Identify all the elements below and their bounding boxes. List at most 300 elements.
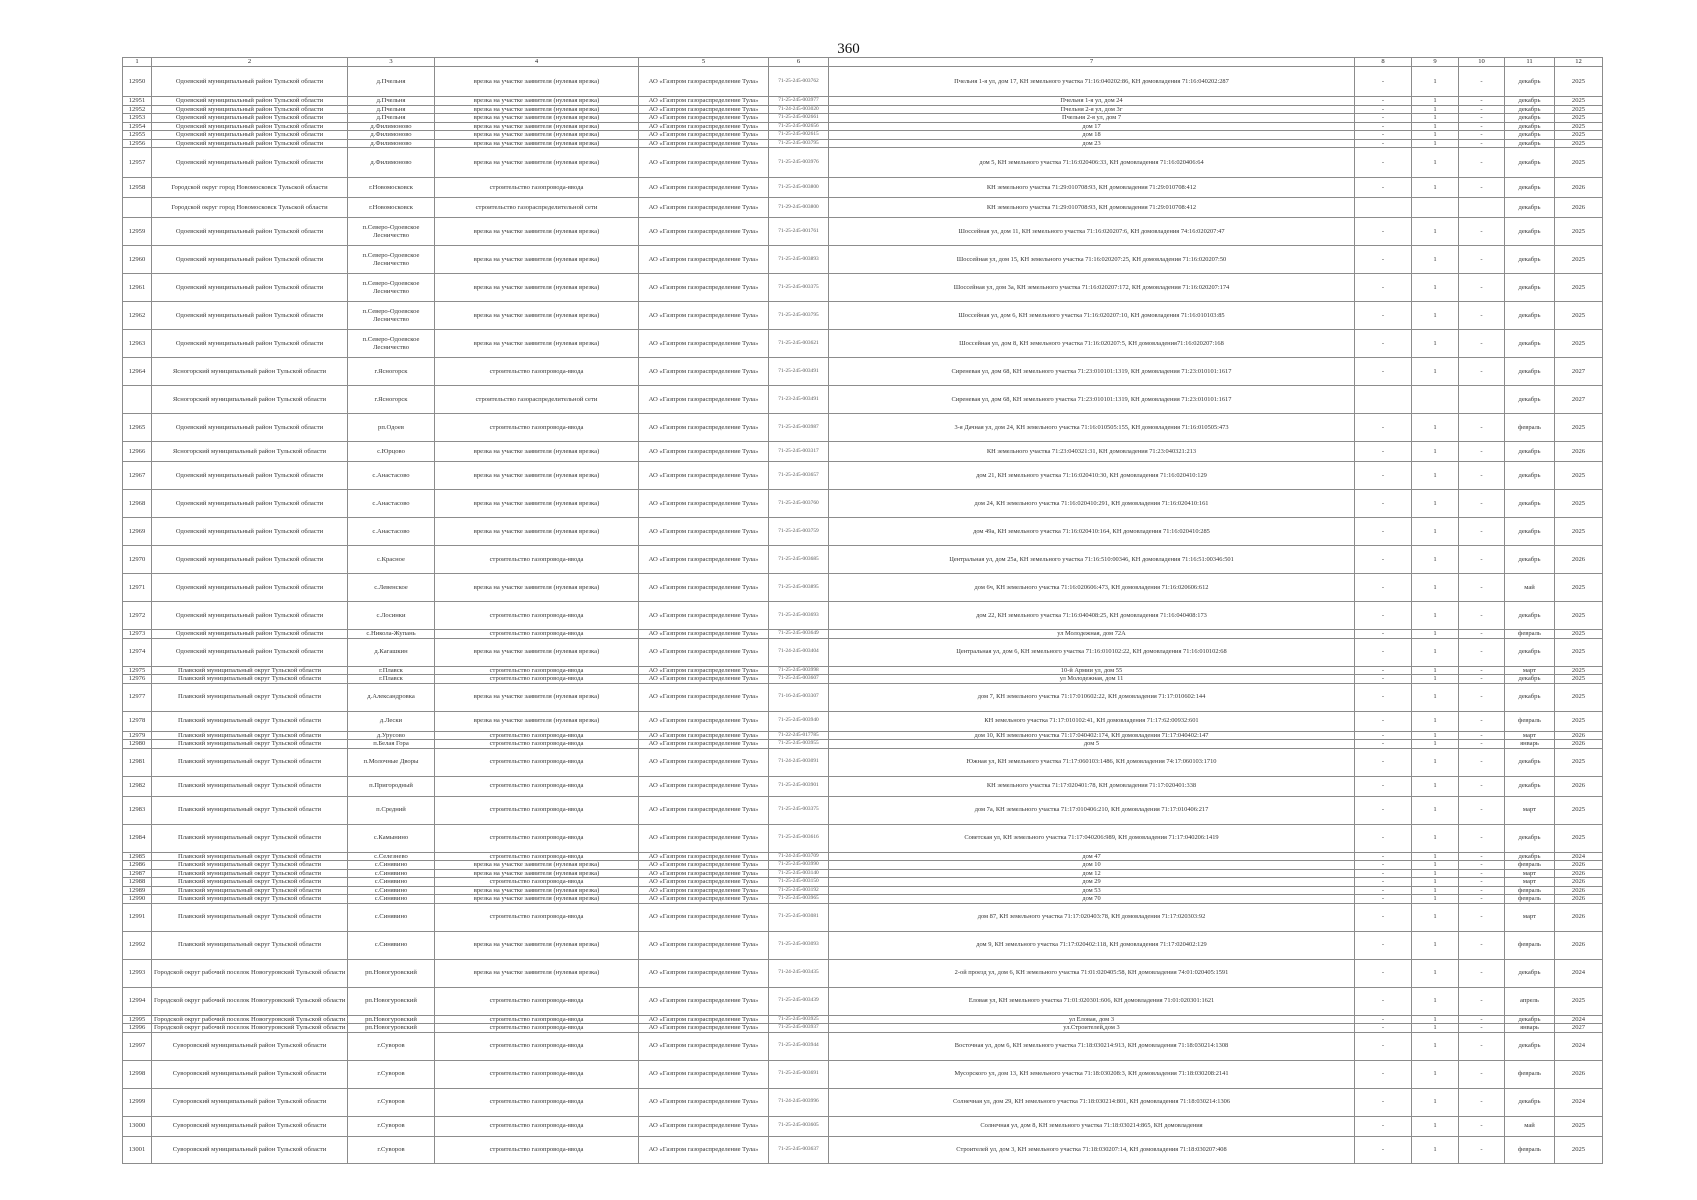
cell-col8: - — [1355, 824, 1412, 852]
row-number: 12952 — [123, 105, 152, 114]
row-number: 12965 — [123, 414, 152, 442]
address: дом 47 — [829, 852, 1355, 861]
row-number: 13000 — [123, 1116, 152, 1136]
table-row — [123, 386, 1603, 414]
year: 2025 — [1555, 602, 1603, 630]
row-number: 12955 — [123, 131, 152, 140]
address: дом 87, КН земельного участка 71:17:020403:78, КН домовладения 71:17:020303:92 — [829, 903, 1355, 931]
row-number: 12988 — [123, 878, 152, 887]
work-type: врезка на участке заявителя (нулевая врезка) — [435, 67, 639, 97]
column-header: 2 — [152, 58, 348, 67]
cell-col8: - — [1355, 330, 1412, 358]
municipality: Городской округ рабочий поселок Новогуровский Тульской области — [152, 1015, 348, 1024]
request-number: 71-25-245-003649 — [769, 630, 829, 639]
month: декабрь — [1505, 776, 1555, 796]
month: февраль — [1505, 886, 1555, 895]
table-row — [123, 574, 1603, 602]
year: 2025 — [1555, 666, 1603, 675]
table-row — [123, 602, 1603, 630]
year: 2025 — [1555, 574, 1603, 602]
month: март — [1505, 903, 1555, 931]
cell-col10: - — [1459, 796, 1505, 824]
settlement: п.Северо-Одоевское Лесничество — [348, 274, 435, 302]
municipality: Одоевский муниципальный район Тульской области — [152, 139, 348, 148]
settlement: д.Пчельня — [348, 67, 435, 97]
row-number: 12968 — [123, 490, 152, 518]
year: 2025 — [1555, 1116, 1603, 1136]
year: 2025 — [1555, 105, 1603, 114]
work-type: врезка на участке заявителя (нулевая врезка) — [435, 122, 639, 131]
municipality: Плавский муниципальный округ Тульской области — [152, 824, 348, 852]
request-number: 71-25-245-003192 — [769, 886, 829, 895]
table-row — [123, 1032, 1603, 1060]
work-type: врезка на участке заявителя (нулевая врезка) — [435, 218, 639, 246]
row-number: 12973 — [123, 630, 152, 639]
cell-col9: 1 — [1412, 630, 1459, 639]
month: февраль — [1505, 711, 1555, 731]
municipality: Одоевский муниципальный район Тульской области — [152, 67, 348, 97]
organization: АО «Газпром газораспределение Тула» — [639, 602, 769, 630]
row-number: 12987 — [123, 869, 152, 878]
settlement: г.Плавск — [348, 666, 435, 675]
cell-col9: 1 — [1412, 148, 1459, 178]
municipality: Суворовский муниципальный район Тульской области — [152, 1060, 348, 1088]
cell-col9: 1 — [1412, 131, 1459, 140]
settlement: с.Селезнево — [348, 852, 435, 861]
address: дом 12 — [829, 869, 1355, 878]
month: декабрь — [1505, 358, 1555, 386]
municipality: Городской округ рабочий поселок Новогуровский Тульской области — [152, 987, 348, 1015]
table-row — [123, 302, 1603, 330]
table-row — [123, 683, 1603, 711]
table-row — [123, 731, 1603, 740]
organization: АО «Газпром газораспределение Тула» — [639, 796, 769, 824]
municipality: Одоевский муниципальный район Тульской области — [152, 574, 348, 602]
work-type: врезка на участке заявителя (нулевая врезка) — [435, 861, 639, 870]
work-type: врезка на участке заявителя (нулевая врезка) — [435, 886, 639, 895]
organization: АО «Газпром газораспределение Тула» — [639, 1032, 769, 1060]
month: февраль — [1505, 414, 1555, 442]
year: 2025 — [1555, 302, 1603, 330]
address: Пчельня 2-я ул, дом 3г — [829, 105, 1355, 114]
cell-col9: 1 — [1412, 139, 1459, 148]
month: декабрь — [1505, 386, 1555, 414]
year: 2026 — [1555, 886, 1603, 895]
cell-col8: - — [1355, 878, 1412, 887]
cell-col10: - — [1459, 740, 1505, 749]
year: 2026 — [1555, 546, 1603, 574]
year: 2025 — [1555, 414, 1603, 442]
row-number: 12957 — [123, 148, 152, 178]
table-row — [123, 861, 1603, 870]
work-type: врезка на участке заявителя (нулевая врезка) — [435, 97, 639, 106]
settlement: с.Синявино — [348, 931, 435, 959]
work-type: врезка на участке заявителя (нулевая врезка) — [435, 711, 639, 731]
settlement: г.Ясногорск — [348, 358, 435, 386]
year: 2025 — [1555, 462, 1603, 490]
organization: АО «Газпром газораспределение Тула» — [639, 731, 769, 740]
organization: АО «Газпром газораспределение Тула» — [639, 148, 769, 178]
month: февраль — [1505, 895, 1555, 904]
column-header: 6 — [769, 58, 829, 67]
row-number — [123, 386, 152, 414]
cell-col10 — [1459, 198, 1505, 218]
settlement: рп.Одоев — [348, 414, 435, 442]
cell-col8: - — [1355, 1015, 1412, 1024]
month: декабрь — [1505, 218, 1555, 246]
cell-col10: - — [1459, 1136, 1505, 1163]
address: дом 18 — [829, 131, 1355, 140]
cell-col10: - — [1459, 878, 1505, 887]
table-row — [123, 442, 1603, 462]
column-header: 4 — [435, 58, 639, 67]
address: дом 29 — [829, 878, 1355, 887]
cell-col10: - — [1459, 302, 1505, 330]
address: КН земельного участка 71:17:010102:41, КН домовладения 71:17:62:00932:601 — [829, 711, 1355, 731]
request-number: 71-25-245-003657 — [769, 462, 829, 490]
address: Южная ул, КН земельного участка 71:17:060103:1486, КН домовладения 74:17:060103:1710 — [829, 748, 1355, 776]
settlement: п.Пригородный — [348, 776, 435, 796]
row-number — [123, 198, 152, 218]
organization: АО «Газпром газораспределение Тула» — [639, 861, 769, 870]
work-type: строительство газопровода-ввода — [435, 630, 639, 639]
table-row — [123, 1015, 1603, 1024]
work-type: строительство газопровода-ввода — [435, 666, 639, 675]
organization: АО «Газпром газораспределение Тула» — [639, 386, 769, 414]
month: март — [1505, 869, 1555, 878]
month: декабрь — [1505, 67, 1555, 97]
table-row — [123, 796, 1603, 824]
work-type: врезка на участке заявителя (нулевая врезка) — [435, 442, 639, 462]
settlement: д.Филимоново — [348, 139, 435, 148]
settlement: г.Суворов — [348, 1032, 435, 1060]
cell-col8: - — [1355, 131, 1412, 140]
row-number: 12956 — [123, 139, 152, 148]
table-row — [123, 1116, 1603, 1136]
organization: АО «Газпром газораспределение Тула» — [639, 131, 769, 140]
work-type: строительство газопровода-ввода — [435, 1116, 639, 1136]
request-number: 71-25-245-003491 — [769, 358, 829, 386]
cell-col10: - — [1459, 518, 1505, 546]
organization: АО «Газпром газораспределение Тула» — [639, 218, 769, 246]
organization: АО «Газпром газораспределение Тула» — [639, 638, 769, 666]
cell-col9: 1 — [1412, 358, 1459, 386]
request-number: 71-25-245-003901 — [769, 776, 829, 796]
row-number: 12991 — [123, 903, 152, 931]
month: декабрь — [1505, 105, 1555, 114]
row-number: 12980 — [123, 740, 152, 749]
table-row — [123, 274, 1603, 302]
year: 2025 — [1555, 490, 1603, 518]
request-number: 71-25-245-003998 — [769, 666, 829, 675]
table-row — [123, 414, 1603, 442]
municipality: Одоевский муниципальный район Тульской области — [152, 490, 348, 518]
row-number: 12959 — [123, 218, 152, 246]
request-number: 71-24-245-003020 — [769, 105, 829, 114]
column-number-row — [123, 58, 1603, 67]
organization: АО «Газпром газораспределение Тула» — [639, 490, 769, 518]
address: КН земельного участка 71:29:010708:93, КН домовладения 71:29:010708:412 — [829, 198, 1355, 218]
address: дом 49а, КН земельного участка 71:16:020410:164, КН домовладения 71:16:020410:285 — [829, 518, 1355, 546]
row-number: 12950 — [123, 67, 152, 97]
address: ул.Строителей,дом 3 — [829, 1024, 1355, 1033]
work-type: строительство газопровода-ввода — [435, 1015, 639, 1024]
address: Советская ул, КН земельного участка 71:17:040206:989, КН домовладения 71:17:040206:1419 — [829, 824, 1355, 852]
cell-col9: 1 — [1412, 67, 1459, 97]
organization: АО «Газпром газораспределение Тула» — [639, 895, 769, 904]
month: декабрь — [1505, 959, 1555, 987]
month: декабрь — [1505, 131, 1555, 140]
cell-col9: 1 — [1412, 302, 1459, 330]
address: дом 24, КН земельного участка 71:16:020410:291, КН домовладения 71:16:020410:161 — [829, 490, 1355, 518]
registry-table — [122, 57, 1603, 1164]
cell-col10: - — [1459, 683, 1505, 711]
cell-col9: 1 — [1412, 178, 1459, 198]
month: декабрь — [1505, 302, 1555, 330]
cell-col8: - — [1355, 630, 1412, 639]
organization: АО «Газпром газораспределение Тула» — [639, 931, 769, 959]
municipality: Плавский муниципальный округ Тульской области — [152, 931, 348, 959]
row-number: 13001 — [123, 1136, 152, 1163]
cell-col9: 1 — [1412, 824, 1459, 852]
work-type: строительство газопровода-ввода — [435, 740, 639, 749]
table-row — [123, 330, 1603, 358]
settlement: г.Суворов — [348, 1060, 435, 1088]
cell-col8: - — [1355, 740, 1412, 749]
cell-col10 — [1459, 386, 1505, 414]
work-type: строительство газопровода-ввода — [435, 903, 639, 931]
work-type: строительство газопровода-ввода — [435, 824, 639, 852]
table-row — [123, 903, 1603, 931]
cell-col10: - — [1459, 97, 1505, 106]
cell-col8: - — [1355, 546, 1412, 574]
cell-col8: - — [1355, 218, 1412, 246]
work-type: врезка на участке заявителя (нулевая врезка) — [435, 114, 639, 123]
municipality: Одоевский муниципальный район Тульской области — [152, 105, 348, 114]
address: дом 10 — [829, 861, 1355, 870]
month: февраль — [1505, 1136, 1555, 1163]
municipality: Одоевский муниципальный район Тульской области — [152, 462, 348, 490]
municipality: Плавский муниципальный округ Тульской области — [152, 878, 348, 887]
settlement: рп.Новогуровский — [348, 1015, 435, 1024]
organization: АО «Газпром газораспределение Тула» — [639, 1015, 769, 1024]
settlement: рп.Новогуровский — [348, 959, 435, 987]
address: Шоссейная ул, дом 15, КН земельного участка 71:16:020207:25, КН домовладения 71:16:020207:50 — [829, 246, 1355, 274]
settlement: с.Анастасово — [348, 462, 435, 490]
work-type: врезка на участке заявителя (нулевая врезка) — [435, 959, 639, 987]
municipality: Суворовский муниципальный район Тульской области — [152, 1032, 348, 1060]
month: февраль — [1505, 861, 1555, 870]
year: 2026 — [1555, 895, 1603, 904]
cell-col8: - — [1355, 414, 1412, 442]
request-number: 71-25-245-003977 — [769, 97, 829, 106]
table-row — [123, 178, 1603, 198]
year: 2025 — [1555, 748, 1603, 776]
settlement: с.Синявино — [348, 895, 435, 904]
year: 2025 — [1555, 683, 1603, 711]
year: 2027 — [1555, 358, 1603, 386]
column-header: 8 — [1355, 58, 1412, 67]
organization: АО «Газпром газораспределение Тула» — [639, 683, 769, 711]
work-type: строительство газопровода-ввода — [435, 1088, 639, 1116]
cell-col9: 1 — [1412, 546, 1459, 574]
cell-col8: - — [1355, 122, 1412, 131]
table-row — [123, 490, 1603, 518]
table-row — [123, 824, 1603, 852]
address: дом 17 — [829, 122, 1355, 131]
year: 2026 — [1555, 198, 1603, 218]
settlement: г.Новомосковск — [348, 178, 435, 198]
row-number: 12963 — [123, 330, 152, 358]
settlement: с.Синявино — [348, 869, 435, 878]
settlement: п.Северо-Одоевское Лесничество — [348, 330, 435, 358]
row-number: 12995 — [123, 1015, 152, 1024]
column-header: 12 — [1555, 58, 1603, 67]
row-number: 12982 — [123, 776, 152, 796]
cell-col9: 1 — [1412, 1032, 1459, 1060]
row-number: 12953 — [123, 114, 152, 123]
month: декабрь — [1505, 675, 1555, 684]
request-number: 71-25-245-002615 — [769, 131, 829, 140]
cell-col9: 1 — [1412, 683, 1459, 711]
table-row — [123, 869, 1603, 878]
organization: АО «Газпром газораспределение Тула» — [639, 274, 769, 302]
organization: АО «Газпром газораспределение Тула» — [639, 97, 769, 106]
request-number: 71-25-245-003895 — [769, 574, 829, 602]
row-number: 12993 — [123, 959, 152, 987]
cell-col10: - — [1459, 358, 1505, 386]
work-type: строительство газопровода-ввода — [435, 178, 639, 198]
table-row — [123, 638, 1603, 666]
cell-col8: - — [1355, 959, 1412, 987]
organization: АО «Газпром газораспределение Тула» — [639, 824, 769, 852]
address: дом 23 — [829, 139, 1355, 148]
address: дом 6ч, КН земельного участка 71:16:020606:473, КН домовладения 71:16:020606:612 — [829, 574, 1355, 602]
cell-col9: 1 — [1412, 711, 1459, 731]
organization: АО «Газпром газораспределение Тула» — [639, 959, 769, 987]
municipality: Городской округ город Новомосковск Тульской области — [152, 178, 348, 198]
request-number: 71-25-245-003140 — [769, 869, 829, 878]
month: март — [1505, 796, 1555, 824]
table-row — [123, 776, 1603, 796]
municipality: Одоевский муниципальный район Тульской области — [152, 274, 348, 302]
organization: АО «Газпром газораспределение Тула» — [639, 666, 769, 675]
column-header: 7 — [829, 58, 1355, 67]
cell-col10: - — [1459, 748, 1505, 776]
municipality: Одоевский муниципальный район Тульской области — [152, 414, 348, 442]
cell-col10: - — [1459, 442, 1505, 462]
organization: АО «Газпром газораспределение Тула» — [639, 630, 769, 639]
work-type: врезка на участке заявителя (нулевая врезка) — [435, 330, 639, 358]
municipality: Плавский муниципальный округ Тульской области — [152, 869, 348, 878]
row-number: 12997 — [123, 1032, 152, 1060]
cell-col9: 1 — [1412, 246, 1459, 274]
year: 2025 — [1555, 987, 1603, 1015]
request-number: 71-25-245-003944 — [769, 1032, 829, 1060]
cell-col10: - — [1459, 869, 1505, 878]
work-type: строительство газопровода-ввода — [435, 1024, 639, 1033]
cell-col10: - — [1459, 630, 1505, 639]
cell-col8: - — [1355, 114, 1412, 123]
cell-col8: - — [1355, 358, 1412, 386]
row-number: 12992 — [123, 931, 152, 959]
table-row — [123, 122, 1603, 131]
cell-col9: 1 — [1412, 1060, 1459, 1088]
table-row — [123, 1088, 1603, 1116]
address: дом 70 — [829, 895, 1355, 904]
cell-col10: - — [1459, 886, 1505, 895]
table-row — [123, 148, 1603, 178]
year: 2025 — [1555, 630, 1603, 639]
year: 2026 — [1555, 931, 1603, 959]
year: 2026 — [1555, 1060, 1603, 1088]
request-number: 71-29-245-003800 — [769, 198, 829, 218]
row-number: 12971 — [123, 574, 152, 602]
organization: АО «Газпром газораспределение Тула» — [639, 114, 769, 123]
row-number: 12972 — [123, 602, 152, 630]
cell-col8: - — [1355, 246, 1412, 274]
cell-col10: - — [1459, 959, 1505, 987]
address: Сиреневая ул, дом 68, КН земельного участка 71:23:010101:1319, КН домовладения 71:23:010101:1617 — [829, 358, 1355, 386]
cell-col9: 1 — [1412, 740, 1459, 749]
settlement: г.Суворов — [348, 1116, 435, 1136]
cell-col10: - — [1459, 122, 1505, 131]
cell-col10: - — [1459, 139, 1505, 148]
municipality: Плавский муниципальный округ Тульской области — [152, 861, 348, 870]
cell-col10: - — [1459, 1032, 1505, 1060]
year: 2025 — [1555, 131, 1603, 140]
request-number: 71-24-245-003404 — [769, 638, 829, 666]
address: Пчельня 1-я ул, дом 17, КН земельного участка 71:16:040202:86, КН домовладения 71:16:040202:287 — [829, 67, 1355, 97]
municipality: Одоевский муниципальный район Тульской области — [152, 630, 348, 639]
year: 2026 — [1555, 869, 1603, 878]
settlement: д.Урусово — [348, 731, 435, 740]
table-row — [123, 139, 1603, 148]
address: Пчельня 2-я ул, дом 7 — [829, 114, 1355, 123]
year: 2025 — [1555, 139, 1603, 148]
municipality: Плавский муниципальный округ Тульской области — [152, 711, 348, 731]
settlement: с.Синявино — [348, 903, 435, 931]
address: Центральная ул, дом 6, КН земельного участка 71:16:010102:22, КН домовладения 71:16:010102:68 — [829, 638, 1355, 666]
request-number: 71-25-245-003795 — [769, 302, 829, 330]
month: май — [1505, 574, 1555, 602]
settlement: п.Северо-Одоевское Лесничество — [348, 302, 435, 330]
cell-col8: - — [1355, 105, 1412, 114]
cell-col8: - — [1355, 67, 1412, 97]
organization: АО «Газпром газораспределение Тула» — [639, 852, 769, 861]
table-row — [123, 959, 1603, 987]
work-type: строительство газопровода-ввода — [435, 748, 639, 776]
row-number: 12961 — [123, 274, 152, 302]
cell-col10: - — [1459, 903, 1505, 931]
row-number: 12984 — [123, 824, 152, 852]
month: февраль — [1505, 1060, 1555, 1088]
settlement: с.Никола-Жупань — [348, 630, 435, 639]
row-number: 12990 — [123, 895, 152, 904]
cell-col10: - — [1459, 67, 1505, 97]
year: 2024 — [1555, 959, 1603, 987]
municipality: Городской округ рабочий поселок Новогуровский Тульской области — [152, 1024, 348, 1033]
cell-col9: 1 — [1412, 105, 1459, 114]
municipality: Плавский муниципальный округ Тульской области — [152, 740, 348, 749]
organization: АО «Газпром газораспределение Тула» — [639, 442, 769, 462]
organization: АО «Газпром газораспределение Тула» — [639, 198, 769, 218]
cell-col10: - — [1459, 105, 1505, 114]
request-number: 71-25-245-003759 — [769, 518, 829, 546]
cell-col8: - — [1355, 869, 1412, 878]
address: КН земельного участка 71:29:010708:93, КН домовладения 71:29:010708:412 — [829, 178, 1355, 198]
column-header: 5 — [639, 58, 769, 67]
